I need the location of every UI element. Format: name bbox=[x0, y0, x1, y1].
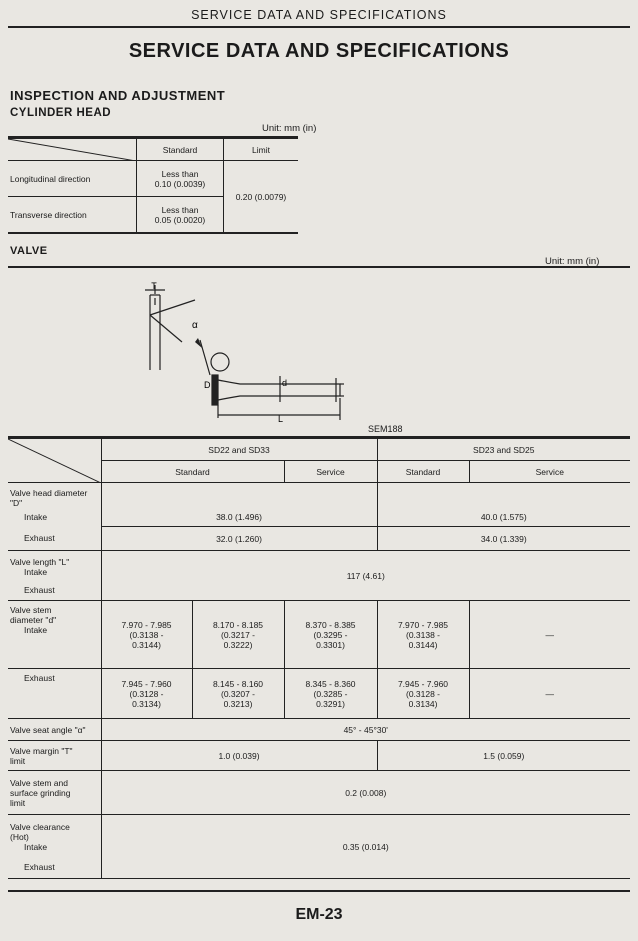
stem-intake-1: 7.970 - 7.985 (0.3138 - 0.3144) bbox=[101, 601, 192, 669]
figure-code: SEM188 bbox=[368, 424, 403, 434]
cylinder-head-table bbox=[8, 138, 298, 233]
row-label-head-diameter: Valve head diameter "D" Intake bbox=[8, 483, 101, 527]
subsection-heading: CYLINDER HEAD bbox=[10, 107, 112, 119]
col-limit: Limit bbox=[224, 139, 299, 161]
label-d: d bbox=[282, 378, 288, 388]
diagonal-line bbox=[8, 439, 101, 483]
group-header-sd23-sd25: SD23 and SD25 bbox=[377, 439, 630, 461]
label-D: D bbox=[204, 380, 211, 390]
cylinder-head-unit: Unit: mm (in) bbox=[262, 123, 317, 134]
row-label: Longitudinal direction bbox=[8, 161, 137, 197]
limit-value: 0.20 (0.0079) bbox=[224, 161, 299, 233]
sub-standard: Standard bbox=[377, 461, 469, 483]
group-header-sd22-sd33: SD22 and SD33 bbox=[101, 439, 377, 461]
stem-exhaust-dash: — bbox=[469, 669, 630, 719]
head-dia-g2-intake: 40.0 (1.575) bbox=[377, 483, 630, 527]
sub-service: Service bbox=[469, 461, 630, 483]
cylinder-table-bottom-rule bbox=[8, 232, 298, 234]
row-label-length: Valve length "L" Intake Exhaust bbox=[8, 551, 101, 601]
length-value: 117 (4.61) bbox=[101, 551, 630, 601]
diagonal-header-cell bbox=[8, 439, 101, 483]
label-alpha: α bbox=[192, 320, 198, 331]
header-rule bbox=[8, 26, 630, 28]
stem-exhaust-2: 8.145 - 8.160 (0.3207 - 0.3213) bbox=[192, 669, 284, 719]
valve-table bbox=[8, 438, 630, 879]
stem-intake-dash: — bbox=[469, 601, 630, 669]
row-label-stem: Valve stem diameter "d" Intake bbox=[8, 601, 101, 669]
sub-service: Service bbox=[284, 461, 377, 483]
valve-heading: VALVE bbox=[10, 245, 48, 257]
row-label-clearance: Valve clearance (Hot) Intake Exhaust bbox=[8, 815, 101, 879]
grinding-value: 0.2 (0.008) bbox=[101, 771, 630, 815]
valve-diagram bbox=[140, 280, 360, 425]
standard-value: Less than 0.05 (0.0020) bbox=[137, 197, 224, 233]
valve-unit: Unit: mm (in) bbox=[545, 256, 600, 267]
stem-exhaust-4: 7.945 - 7.960 (0.3128 - 0.3134) bbox=[377, 669, 469, 719]
row-label-stem-exhaust: Exhaust bbox=[8, 669, 101, 719]
margin-g2: 1.5 (0.059) bbox=[377, 741, 630, 771]
clearance-value: 0.35 (0.014) bbox=[101, 815, 630, 879]
stem-exhaust-1: 7.945 - 7.960 (0.3128 - 0.3134) bbox=[101, 669, 192, 719]
stem-intake-2: 8.170 - 8.185 (0.3217 - 0.3222) bbox=[192, 601, 284, 669]
running-header: SERVICE DATA AND SPECIFICATIONS bbox=[191, 8, 447, 22]
head-dia-g1-exhaust: 32.0 (1.260) bbox=[101, 527, 377, 551]
margin-g1: 1.0 (0.039) bbox=[101, 741, 377, 771]
stem-exhaust-3: 8.345 - 8.360 (0.3285 - 0.3291) bbox=[284, 669, 377, 719]
row-label-seat-angle: Valve seat angle "α" bbox=[8, 719, 101, 741]
stem-intake-4: 7.970 - 7.985 (0.3138 - 0.3144) bbox=[377, 601, 469, 669]
diagonal-header-cell bbox=[8, 139, 137, 161]
row-label-grinding: Valve stem and surface grinding limit bbox=[8, 771, 101, 815]
sub-standard: Standard bbox=[101, 461, 284, 483]
row-label-margin: Valve margin "T" limit bbox=[8, 741, 101, 771]
page-title: SERVICE DATA AND SPECIFICATIONS bbox=[128, 40, 510, 62]
standard-value: Less than 0.10 (0.0039) bbox=[137, 161, 224, 197]
col-standard: Standard bbox=[137, 139, 224, 161]
diagonal-line bbox=[8, 139, 136, 161]
valve-rule bbox=[8, 266, 630, 268]
section-heading: INSPECTION AND ADJUSTMENT bbox=[10, 88, 226, 103]
valve-table-bottom-rule bbox=[8, 890, 630, 892]
row-label-exhaust: Exhaust bbox=[8, 527, 101, 551]
stem-intake-3: 8.370 - 8.385 (0.3295 - 0.3301) bbox=[284, 601, 377, 669]
label-L: L bbox=[278, 414, 284, 424]
seat-angle-value: 45° - 45°30' bbox=[101, 719, 630, 741]
head-dia-g2-exhaust: 34.0 (1.339) bbox=[377, 527, 630, 551]
head-dia-g1-intake: 38.0 (1.496) bbox=[101, 483, 377, 527]
row-label: Transverse direction bbox=[8, 197, 137, 233]
page-number: EM-23 bbox=[295, 906, 343, 923]
label-T: T bbox=[151, 281, 157, 291]
